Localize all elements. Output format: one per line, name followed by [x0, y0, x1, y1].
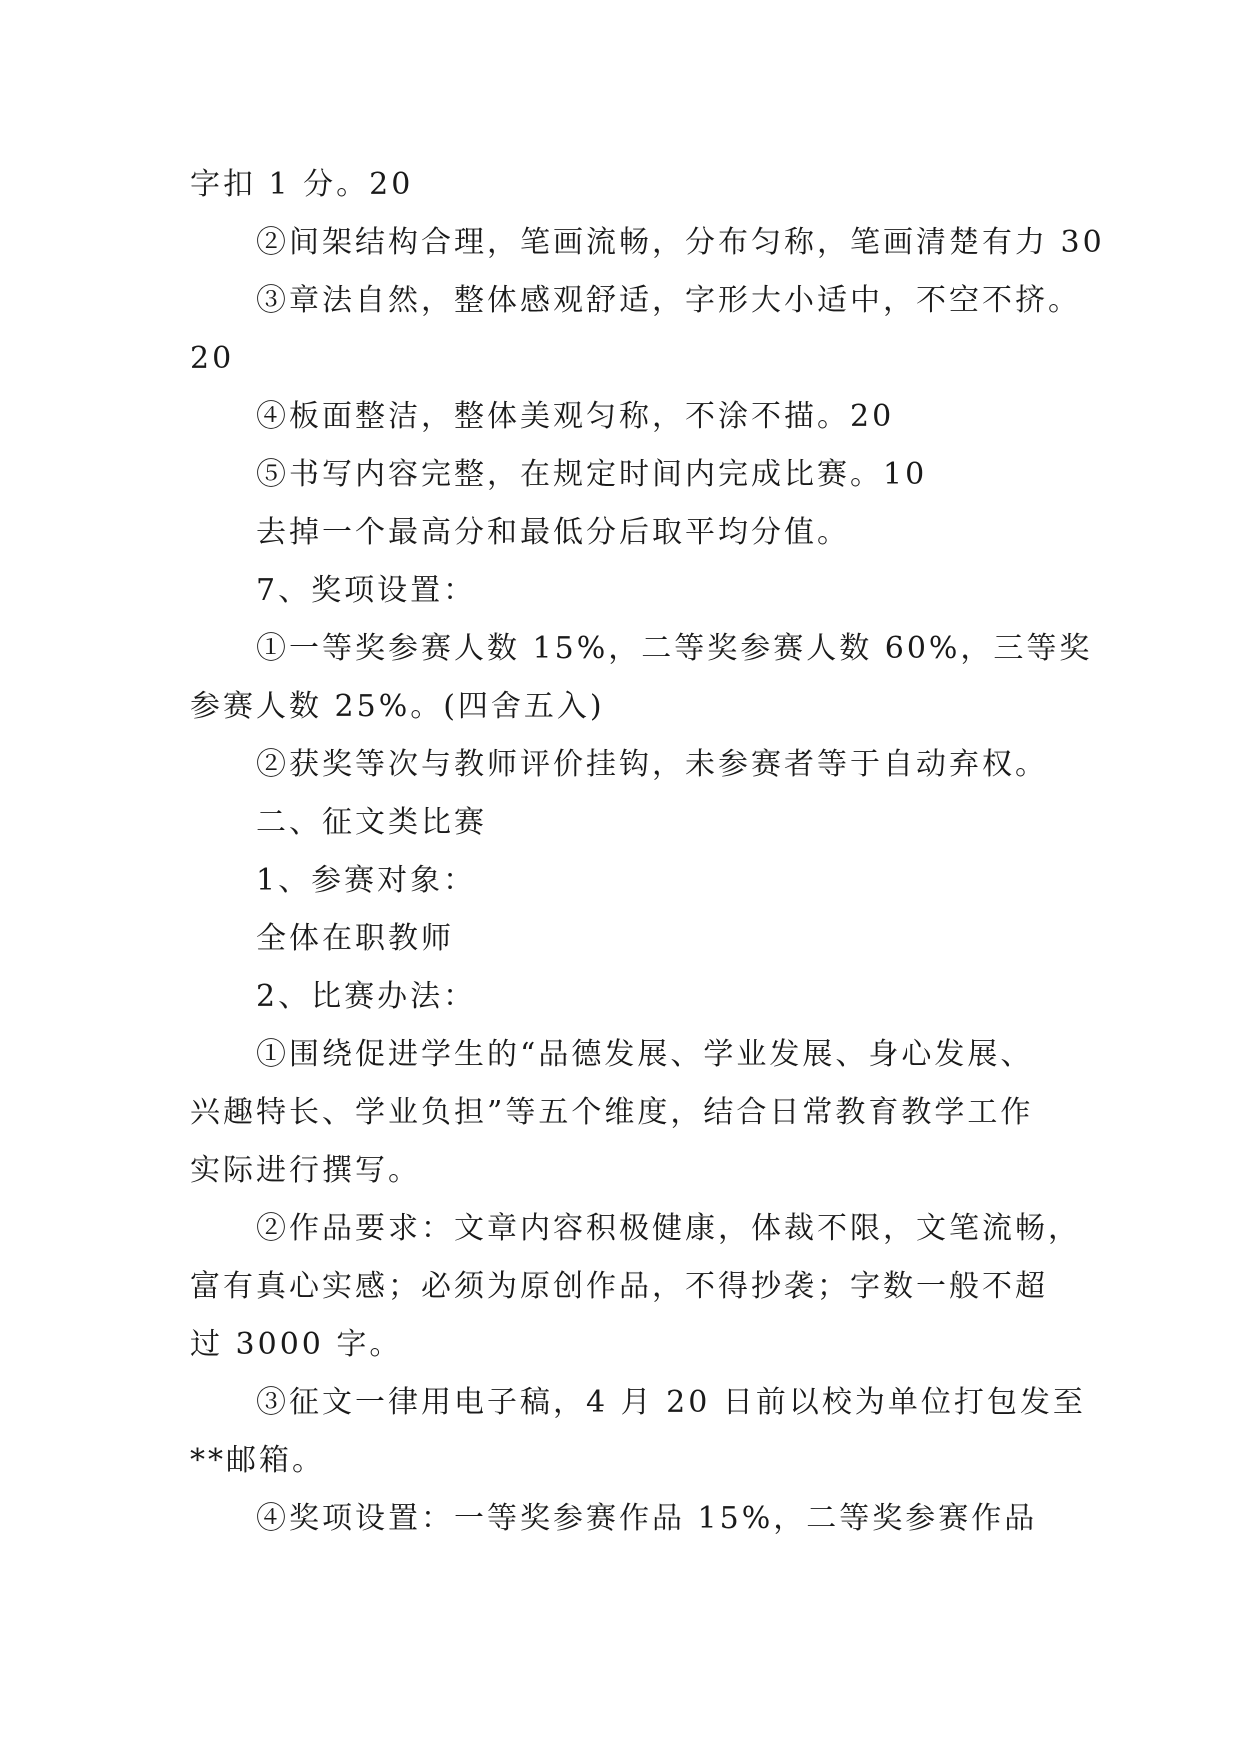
text-line: 2、比赛办法： — [256, 979, 477, 1014]
text-line: ①围绕促进学生的“品德发展、学业发展、身心发展、 — [256, 1037, 1034, 1072]
text-line: 7、奖项设置： — [256, 573, 477, 608]
text-line: 兴趣特长、学业负担”等五个维度，结合日常教育教学工作 — [190, 1095, 1034, 1130]
text-line: ①一等奖参赛人数 15%，二等奖参赛人数 60%，三等奖 — [256, 631, 1093, 666]
text-line: **邮箱。 — [190, 1443, 325, 1478]
text-line: ④奖项设置：一等奖参赛作品 15%，二等奖参赛作品 — [256, 1501, 1038, 1536]
text-line: ②作品要求：文章内容积极健康，体裁不限，文笔流畅， — [256, 1211, 1081, 1246]
text-line: 去掉一个最高分和最低分后取平均分值。 — [256, 515, 850, 550]
text-line: 二、征文类比赛 — [256, 805, 487, 840]
text-line: 参赛人数 25%。(四舍五入) — [190, 689, 605, 724]
text-line: 富有真心实感；必须为原创作品，不得抄袭；字数一般不超 — [190, 1269, 1048, 1304]
text-line: 字扣 1 分。20 — [190, 167, 414, 202]
text-line: ②获奖等次与教师评价挂钩，未参赛者等于自动弃权。 — [256, 747, 1048, 782]
text-line: ③章法自然，整体感观舒适，字形大小适中，不空不挤。 — [256, 283, 1081, 318]
text-line: 过 3000 字。 — [190, 1327, 403, 1362]
text-line: 实际进行撰写。 — [190, 1153, 421, 1188]
text-line: ③征文一律用电子稿，4 月 20 日前以校为单位打包发至 — [256, 1385, 1086, 1420]
document-body — [190, 156, 1105, 1548]
text-line: 全体在职教师 — [256, 921, 454, 956]
text-line: ④板面整洁，整体美观匀称，不涂不描。20 — [256, 399, 895, 434]
text-line: ②间架结构合理，笔画流畅，分布匀称，笔画清楚有力 30 — [256, 225, 1105, 260]
text-line: ⑤书写内容完整，在规定时间内完成比赛。10 — [256, 457, 928, 492]
text-line: 1、参赛对象： — [256, 863, 477, 898]
text-line: 20 — [190, 341, 235, 376]
